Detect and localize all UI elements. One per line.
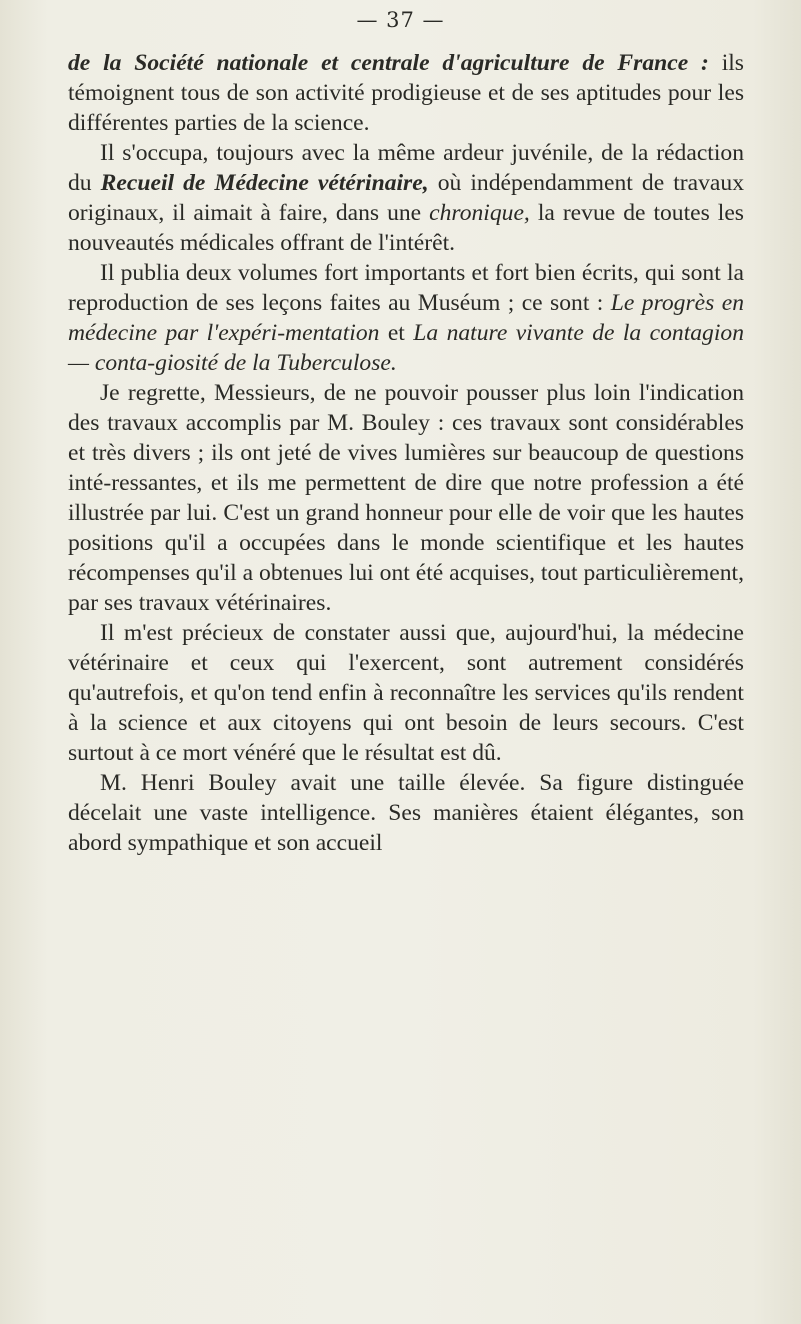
paragraph-6	[68, 768, 744, 858]
book-title-2: La nature vivante de la contagion — conta-giosité de la Tuberculose.	[68, 320, 744, 376]
paragraph-4-text: Je regrette, Messieurs, de ne pouvoir pousser plus loin l'indication des travaux accomplis par M. Bouley : ces travaux sont considérables et très divers ; ils ont jeté de vives lumières sur beaucoup de questions inté-ressantes, et ils me permettent de dire que notre profession a été illustrée par lui. C'est un grand honneur pour elle de voir que les hautes positions qu'il a occupées dans le monde scientifique et les hautes récompenses qu'il a obtenues lui ont été acquises, tout particulièrement, par ses travaux vétérinaires.	[68, 380, 744, 616]
paragraph-5	[68, 618, 744, 768]
paragraph-5-text: Il m'est précieux de constater aussi que, aujourd'hui, la médecine vétérinaire et ceux qui l'exercent, sont autrement considérés qu'autrefois, et qu'on tend enfin à reconnaître les services qu'ils rendent à la science et aux citoyens qui ont besoin de leurs secours. C'est surtout à ce mort vénéré que le résultat est dû.	[68, 620, 744, 766]
chronique-word: chronique,	[429, 200, 530, 226]
paragraph-2-text-b: où indépendamment de travaux originaux, il aimait à faire, dans une	[68, 170, 744, 226]
book-title-1: Le progrès en médecine par l'expéri-mentation	[68, 290, 744, 346]
page-number: — 37 —	[356, 8, 445, 32]
paragraph-4	[68, 378, 744, 618]
paragraph-2-text-c: la revue de toutes les nouveautés médicales offrant de l'intérêt.	[68, 200, 744, 256]
paragraph-6-text: M. Henri Bouley avait une taille élevée. Sa figure distinguée décelait une vaste intelligence. Ses manières étaient élégantes, son abord sympathique et son accueil	[68, 770, 744, 856]
paragraph-2-text-a: Il s'occupa, toujours avec la même ardeur juvénile, de la rédaction du	[68, 140, 744, 196]
recueil-title: Recueil de Médecine vétérinaire,	[100, 170, 429, 196]
paragraph-2	[68, 138, 744, 258]
paragraph-3-text-a: Il publia deux volumes fort importants et fort bien écrits, qui sont la reproduction de ses leçons faites au Muséum ; ce sont :	[68, 260, 744, 316]
body-text	[68, 48, 744, 858]
society-name: de la Société nationale et centrale d'agriculture de France :	[68, 50, 709, 76]
paragraph-1-text: ils témoignent tous de son activité prodigieuse et de ses aptitudes pour les différentes parties de la science.	[68, 50, 744, 136]
paragraph-3-text-b: et	[379, 320, 414, 346]
paragraph-1	[68, 48, 744, 138]
paragraph-3	[68, 258, 744, 378]
